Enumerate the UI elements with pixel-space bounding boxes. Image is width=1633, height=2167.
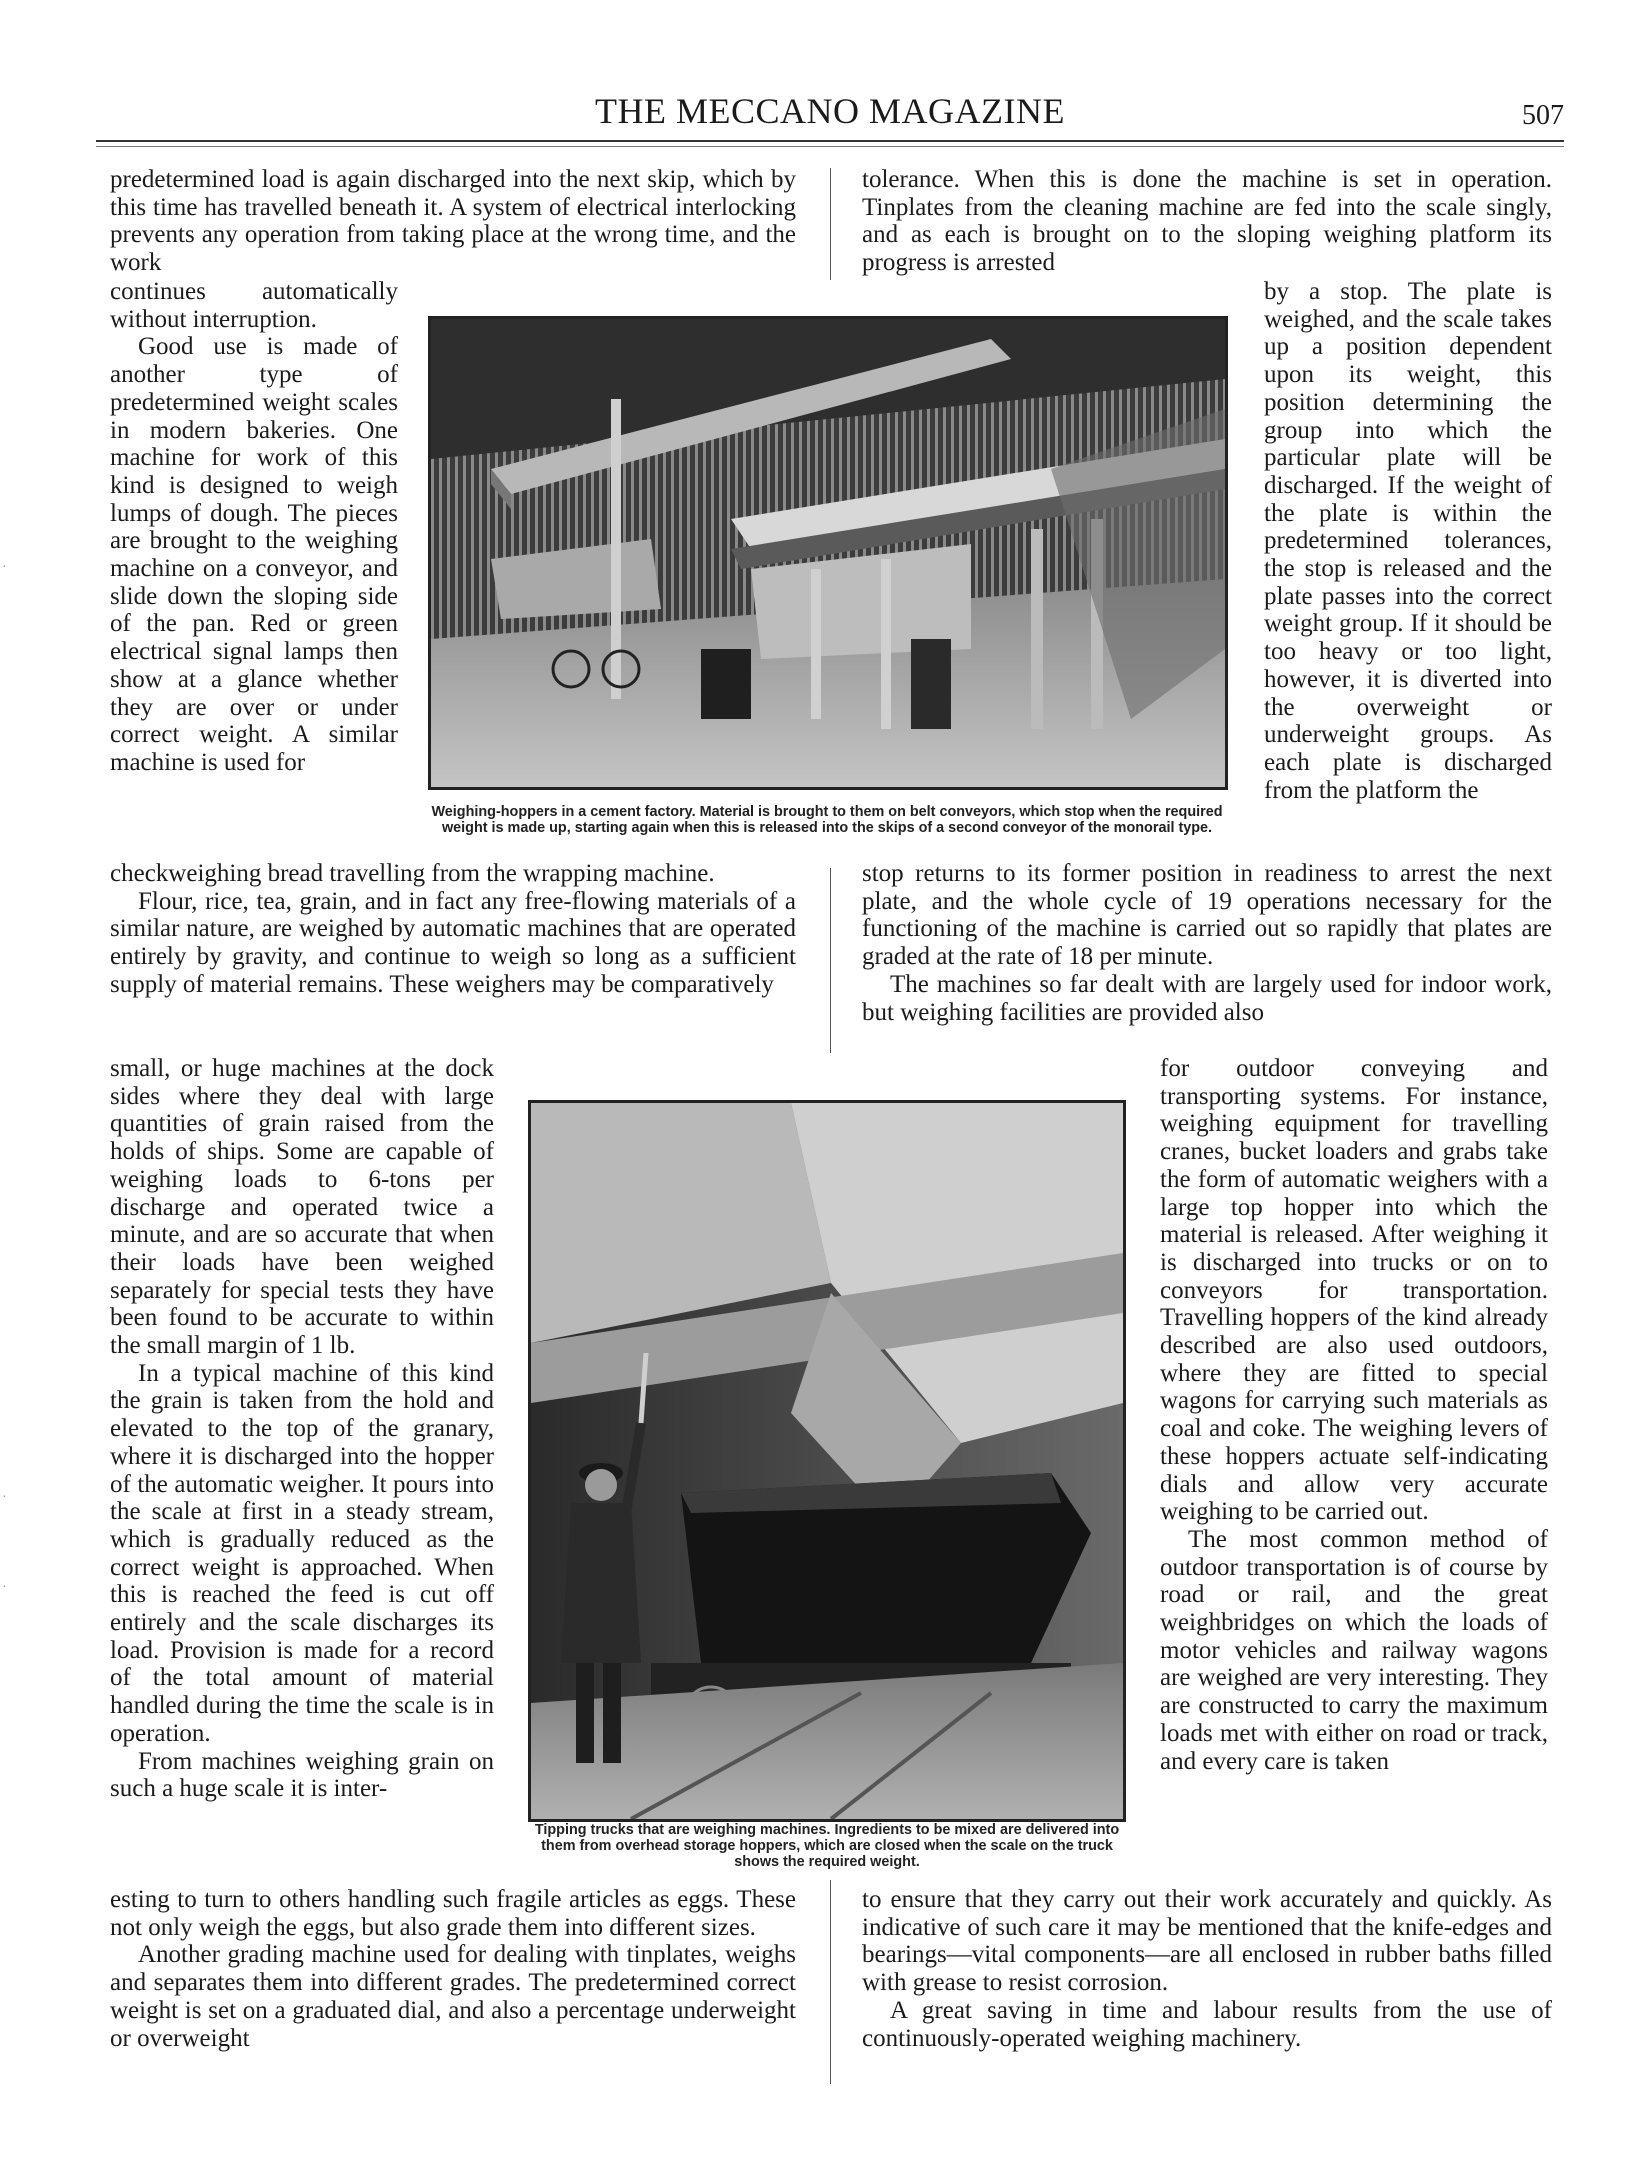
scan-mark: · [2, 1490, 7, 1505]
photo-cement-factory [428, 316, 1228, 790]
paragraph: by a stop. The plate is weighed, and the scale takes up a position dependent upon its weight, this position determining the group into which the particular plate will be discharged. If the weight of the plate is within the predetermined tolerances, the stop is released and the plate passes into the correct weight group. If it should be too heavy or too light, however, it is diverted into the overweight or underweight groups. As each plate is discharged from the platform the [1264, 278, 1552, 804]
magazine-title: THE MECCANO MAGAZINE [595, 91, 1065, 131]
paragraph: A great saving in time and labour results from the use of continuously-operated weighing machinery. [862, 1996, 1552, 2052]
photo-tipping-trucks-image [531, 1103, 1123, 1819]
paragraph: Another grading machine used for dealing with tinplates, weighs and separates them into different grades. The predetermined correct weight is set on a graduated dial, and also a percentage underweight or overweight [110, 1941, 796, 2052]
column-divider-bottom [830, 1880, 831, 2084]
column-divider-mid [830, 868, 831, 1053]
paragraph: continues automatically without interruption. [110, 278, 398, 333]
column-divider-top [830, 168, 831, 280]
col2-top-text [862, 166, 1552, 277]
paragraph: Flour, rice, tea, grain, and in fact any free-flowing materials of a similar nature, are weighed by automatic machines that are operated entirely by gravity, and continue to weigh so long as a sufficient supply of material remains. These weighers may be comparatively [110, 887, 796, 998]
header-rule [96, 140, 1564, 142]
paragraph: predetermined load is again discharged into the next skip, which by this time has travelled beneath it. A system of electrical interlocking prevents any operation from taking place at the wrong time, and the work [110, 166, 796, 277]
paragraph: Good use is made of another type of predetermined weight scales in modern bakeries. One machine for work of this kind is designed to weigh lumps of dough. The pieces are brought to the weighing machine on a conveyor, and slide down the sloping side of the pan. Red or green electrical signal lamps then show at a glance whether they are over or under correct weight. A similar machine is used for [110, 333, 398, 776]
paragraph: for outdoor conveying and transporting systems. For instance, weighing equipment for travelling cranes, bucket loaders and grabs take the form of automatic weighers with a large top hopper into which the material is released. After weighing it is discharged into trucks or on to conveyors for transportation. Travelling hoppers of the kind already described are also used outdoors, where they are fitted to special wagons for carrying such materials as coal and coke. The weighing levers of these hoppers actuate self-indicating dials and allow very accurate weighing to be carried out. [1160, 1055, 1548, 1526]
col1-bottom-text [110, 1886, 796, 2052]
photo-tipping-trucks-caption: Tipping trucks that are weighing machines. Ingredients to be mixed are delivered into them from overhead storage hoppers, which are closed when the scale on the truck shows the required weight. [534, 1822, 1120, 1870]
col1-beside-photo1-text [110, 278, 398, 777]
paragraph: tolerance. When this is done the machine is set in operation. Tinplates from the cleaning machine are fed into the scale singly, and as each is brought on to the sloping weighing platform its progress is arrested [862, 166, 1552, 277]
paragraph: to ensure that they carry out their work accurately and quickly. As indicative of such care it may be mentioned that the knife-edges and bearings—vital components—are all enclosed in rubber baths filled with grease to resist corrosion. [862, 1886, 1552, 1997]
page-header [96, 90, 1564, 138]
header-rule-thin [96, 146, 1564, 147]
paragraph: esting to turn to others handling such fragile articles as eggs. These not only weigh the eggs, but also grade them into different sizes. [110, 1886, 796, 1941]
col1-mid-text [110, 860, 796, 999]
paragraph: In a typical machine of this kind the grain is taken from the hold and elevated to the top of the granary, where it is discharged into the hopper of the automatic weigher. It pours into the scale at first in a steady stream, which is gradually reduced as the correct weight is approached. When this is reached the feed is cut off entirely and the scale discharges its load. Provision is made for a record of the total amount of material handled during the time the scale is in operation. [110, 1359, 494, 1747]
col2-beside-photo1-text [1264, 278, 1552, 804]
paragraph: From machines weighing grain on such a huge scale it is inter- [110, 1747, 494, 1803]
scan-mark: · [2, 560, 7, 575]
photo-cement-factory-caption: Weighing-hoppers in a cement factory. Material is brought to them on belt conveyors, which stop when the required weight is made up, starting again when this is released into the skips of a second conveyor of the monorail type. [431, 804, 1223, 836]
photo-tipping-trucks [528, 1100, 1126, 1822]
paragraph: small, or huge machines at the dock sides where they deal with large quantities of grain raised from the holds of ships. Some are capable of weighing loads to 6-tons per discharge and operated twice a minute, and are so accurate that when their loads have been weighed separately for special tests they have been found to be accurate to within the small margin of 1 lb. [110, 1055, 494, 1360]
paragraph: The machines so far dealt with are largely used for indoor work, but weighing facilities are provided also [862, 970, 1552, 1026]
col2-beside-photo2-text [1160, 1055, 1548, 1775]
page-number: 507 [1522, 100, 1564, 131]
photo-cement-factory-image [431, 319, 1225, 787]
col1-beside-photo2-text [110, 1055, 494, 1803]
paragraph: stop returns to its former position in readiness to arrest the next plate, and the whole cycle of 19 operations necessary for the functioning of the machine is carried out so rapidly that plates are graded at the rate of 18 per minute. [862, 860, 1552, 971]
col1-top-text [110, 166, 796, 277]
paragraph: checkweighing bread travelling from the wrapping machine. [110, 860, 715, 887]
scan-mark: · [2, 1580, 7, 1595]
paragraph: The most common method of outdoor transportation is of course by road or rail, and the great weighbridges on which the loads of motor vehicles and railway wagons are weighed are very interesting. They are constructed to carry the maximum loads met with either on road or track, and every care is taken [1160, 1525, 1548, 1775]
col2-mid-text [862, 860, 1552, 1026]
col2-bottom-text [862, 1886, 1552, 2052]
